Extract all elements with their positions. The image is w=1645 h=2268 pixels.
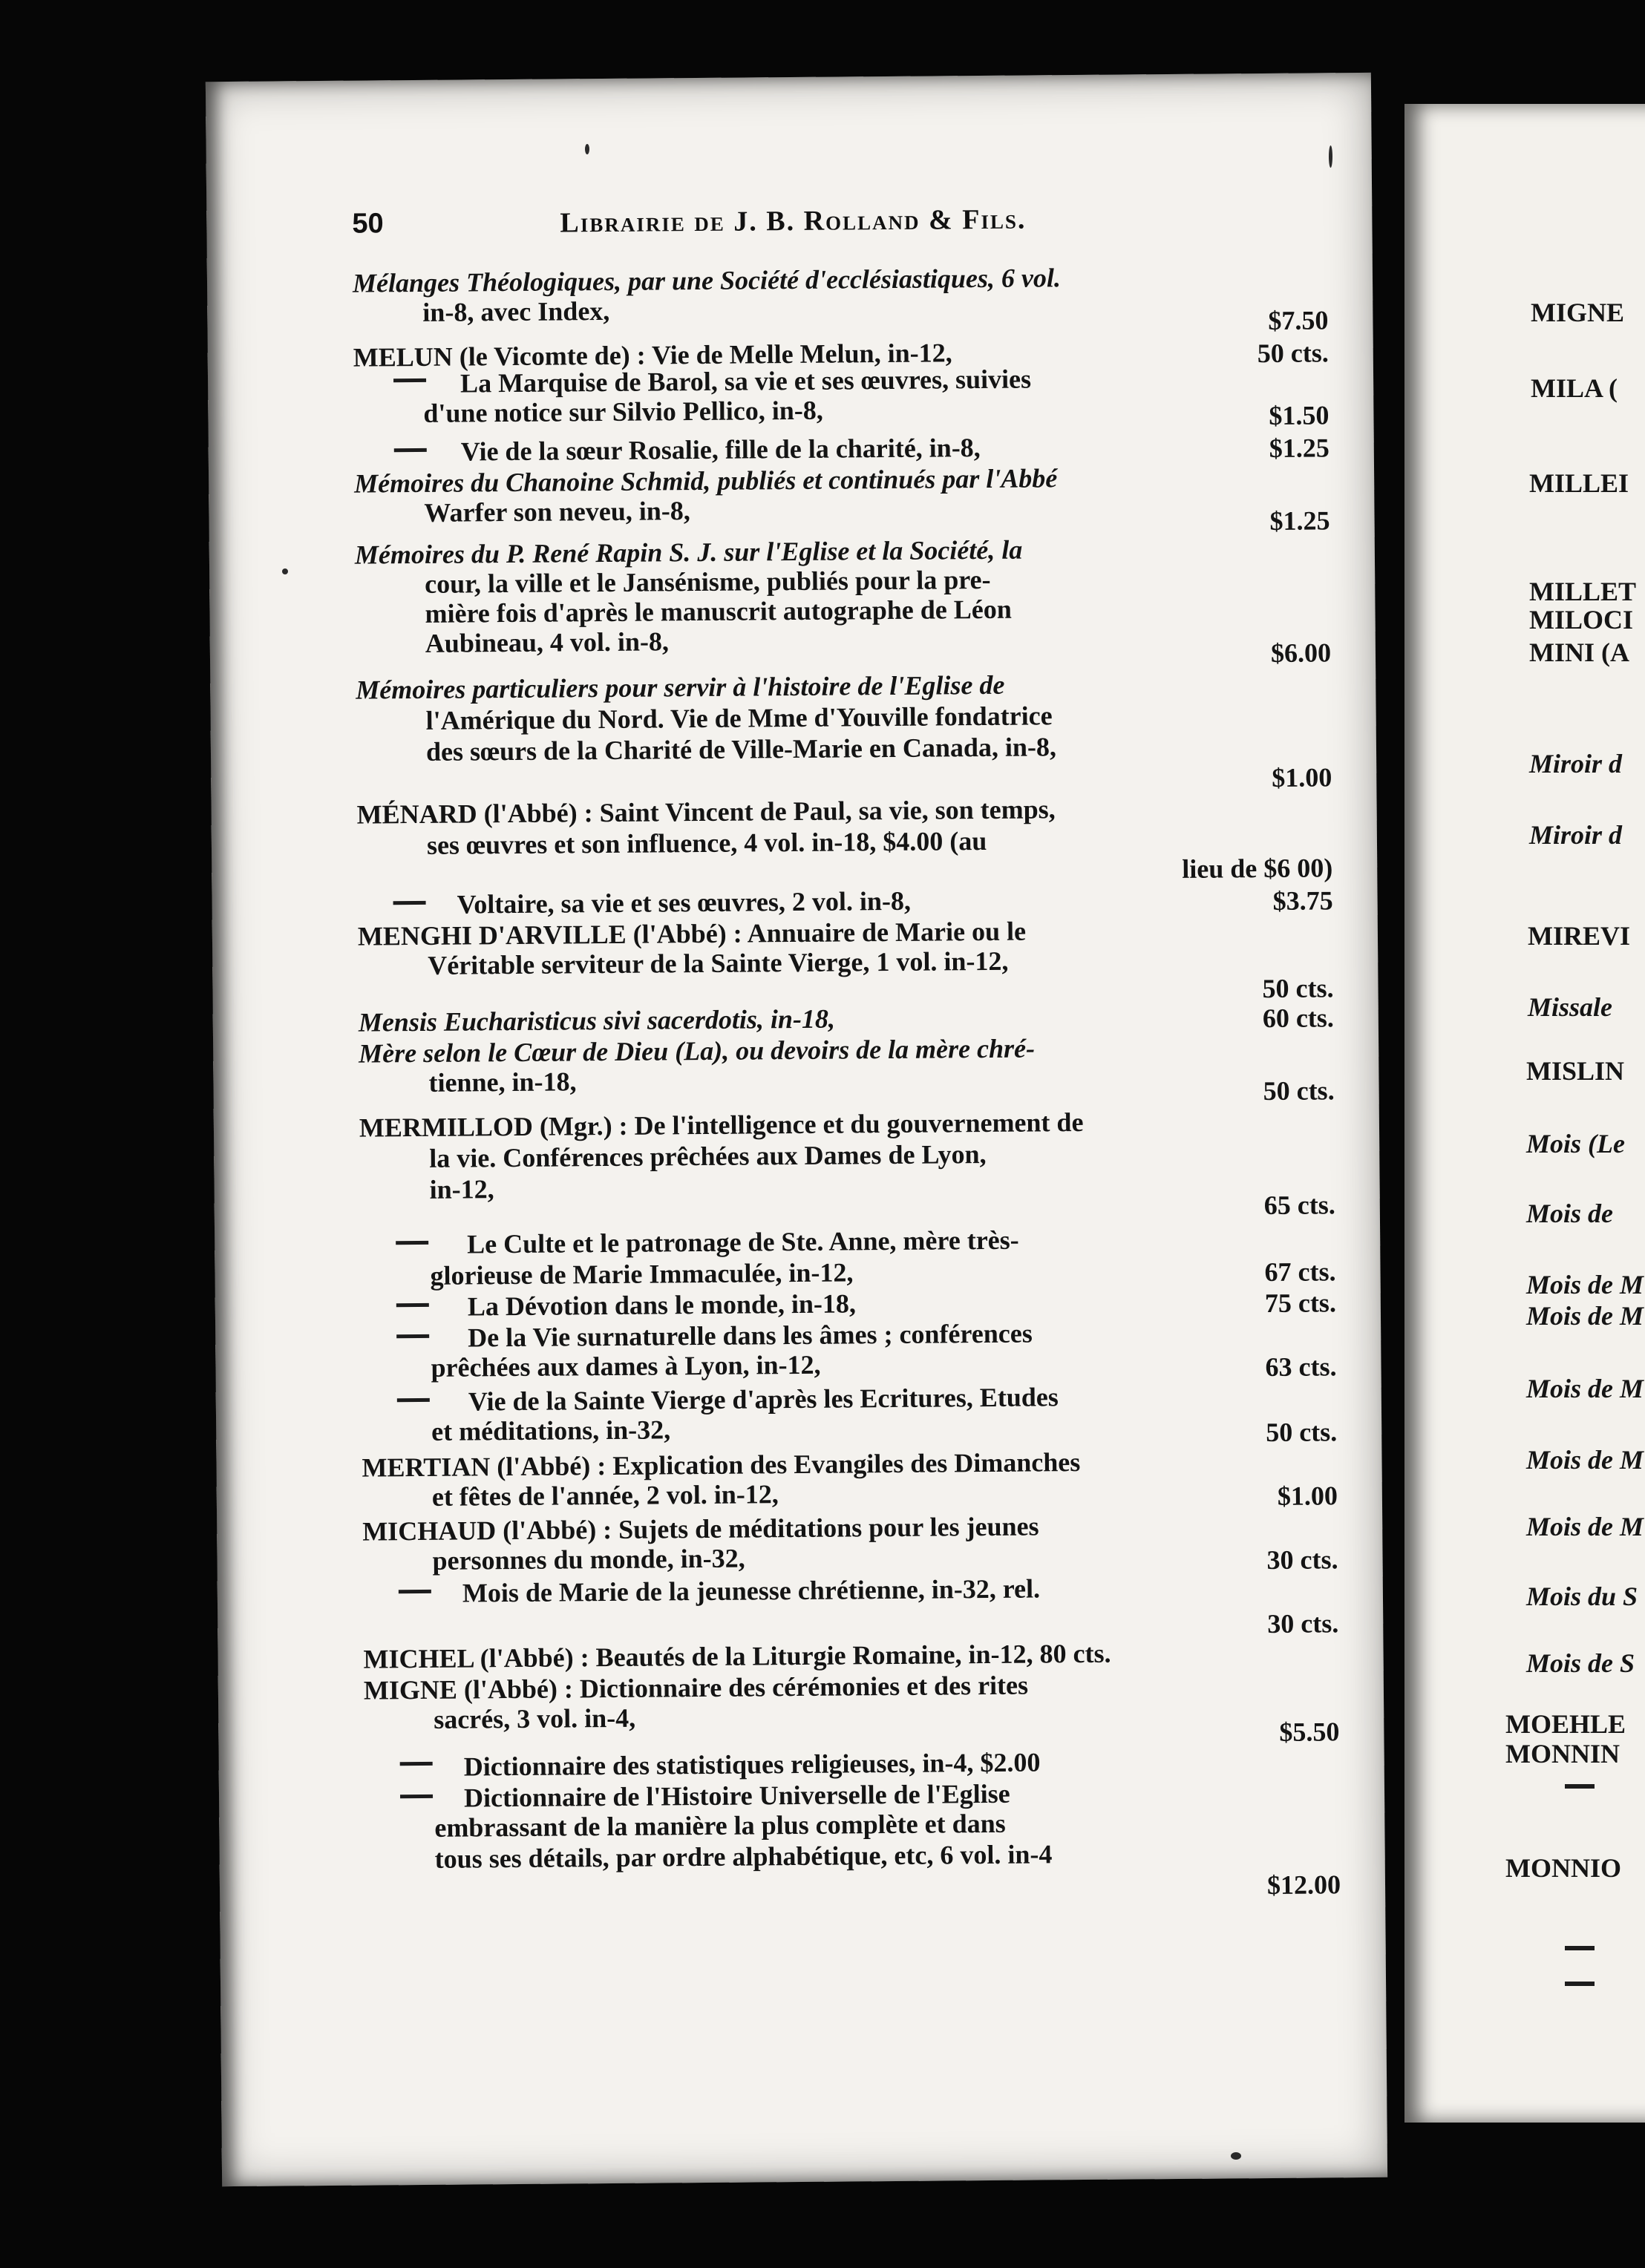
- fragment-line: MIGNE: [1531, 298, 1624, 327]
- entry-line: tienne, in-18,: [428, 1066, 577, 1098]
- entry-price: $1.00: [1277, 1481, 1338, 1511]
- entry-line: MICHEL (l'Abbé) : Beautés de la Liturgie Romaine, in-12, 80 cts.: [363, 1638, 1111, 1674]
- ditto-dash: [397, 1398, 430, 1402]
- entry-line: glorieuse de Marie Immaculée, in-12,: [430, 1257, 854, 1291]
- entry-line: et fêtes de l'année, 2 vol. in-12,: [431, 1479, 779, 1512]
- fragment-line: Mois de M: [1526, 1270, 1644, 1299]
- running-title: Librairie de J. B. Rolland & Fils.: [560, 203, 1027, 239]
- ditto-dash: [396, 1334, 429, 1338]
- entry-line: De la Vie surnaturelle dans les âmes ; conférences: [468, 1318, 1033, 1353]
- entry-line: la vie. Conférences prêchées aux Dames de Lyon,: [429, 1138, 987, 1173]
- entry-line: MERMILLOD (Mgr.) : De l'intelligence et du gouvernement de: [359, 1107, 1084, 1143]
- entry-line: Véritable serviteur de la Sainte Vierge, 1 vol. in-12,: [428, 945, 1009, 980]
- entry-price: $5.50: [1279, 1717, 1340, 1747]
- entry-price: $3.75: [1272, 885, 1333, 916]
- entry-price: 75 cts.: [1264, 1288, 1337, 1319]
- ditto-dash: [394, 448, 427, 452]
- next-page-edge: [1404, 104, 1645, 2123]
- entry-price: 63 cts.: [1265, 1351, 1337, 1383]
- entry-line: Le Culte et le patronage de Ste. Anne, mère très-: [467, 1225, 1019, 1259]
- fragment-line: MILA (: [1531, 373, 1618, 403]
- entry-line: embrassant de la manière la plus complète et dans: [434, 1808, 1006, 1843]
- entry-line: Mère selon le Cœur de Dieu (La), ou devoirs de la mère chré-: [359, 1033, 1036, 1069]
- entry-line: MELUN (le Vicomte de) : Vie de Melle Melun, in-12,: [353, 338, 952, 373]
- ditto-dash: [400, 1762, 433, 1766]
- fragment-line: MISLIN: [1526, 1056, 1625, 1086]
- entry-line: Dictionnaire de l'Histoire Universelle de l'Eglise: [463, 1778, 1010, 1813]
- fragment-line: MILLET: [1529, 577, 1637, 606]
- entry-line: l'Amérique du Nord. Vie de Mme d'Youville fondatrice: [425, 701, 1053, 735]
- ditto-dash: [393, 901, 426, 905]
- fragment-line: Mois de: [1526, 1199, 1613, 1228]
- entry-price: 50 cts.: [1266, 1417, 1338, 1448]
- fragment-line: MOEHLE: [1505, 1709, 1626, 1739]
- fragment-line: Mois de M: [1526, 1512, 1644, 1541]
- ditto-dash: [1565, 1946, 1595, 1950]
- entry-line: MENGHI D'ARVILLE (l'Abbé) : Annuaire de Marie ou le: [357, 916, 1027, 951]
- entry-price: 30 cts.: [1267, 1608, 1339, 1639]
- entry-price: lieu de $6 00): [1182, 853, 1333, 884]
- fragment-line: MONNIO: [1505, 1853, 1621, 1883]
- scan-speck: [1231, 2152, 1241, 2160]
- entry-price: $7.50: [1268, 305, 1329, 335]
- fragment-line: Mois de S: [1526, 1648, 1635, 1678]
- entry-line: ses œuvres et son influence, 4 vol. in-18, $4.00 (au: [426, 825, 987, 860]
- ditto-dash: [400, 1795, 433, 1798]
- entry-line: Warfer son neveu, in-8,: [424, 496, 690, 528]
- fragment-line: MINI (A: [1529, 638, 1629, 667]
- entry-line: MICHAUD (l'Abbé) : Sujets de méditations pour les jeunes: [362, 1511, 1039, 1547]
- entry-line: MIGNE (l'Abbé) : Dictionnaire des cérémonies et des rites: [363, 1670, 1029, 1705]
- entry-price: 65 cts.: [1263, 1190, 1335, 1221]
- ditto-dash: [393, 378, 426, 382]
- fragment-line: Missale: [1528, 992, 1613, 1022]
- entry-line: MÉNARD (l'Abbé) : Saint Vincent de Paul, sa vie, son temps,: [356, 794, 1056, 830]
- entry-line: et méditations, in-32,: [431, 1415, 671, 1446]
- entry-price: 30 cts.: [1266, 1544, 1338, 1576]
- entry-line: Vie de la sœur Rosalie, fille de la charité, in-8,: [460, 433, 981, 467]
- fragment-line: Mois de M: [1526, 1301, 1644, 1331]
- entry-line: d'une notice sur Silvio Pellico, in-8,: [423, 395, 823, 428]
- catalog-page: [206, 73, 1387, 2186]
- fragment-line: Mois de M: [1526, 1374, 1644, 1403]
- entry-price: 67 cts.: [1264, 1256, 1336, 1288]
- entry-line: sacrés, 3 vol. in-4,: [434, 1702, 636, 1734]
- fragment-line: MILOCI: [1529, 605, 1634, 635]
- entry-line: Aubineau, 4 vol. in-8,: [425, 626, 670, 658]
- entry-line: Dictionnaire des statistiques religieuses, in-4, $2.00: [463, 1747, 1041, 1782]
- entry-line: La Marquise de Barol, sa vie et ses œuvres, suivies: [460, 364, 1032, 399]
- fragment-line: Mois du S: [1526, 1582, 1638, 1611]
- fragment-line: MILLEI: [1529, 468, 1629, 498]
- entry-price: 50 cts.: [1262, 973, 1334, 1004]
- entry-line: personnes du monde, in-32,: [432, 1543, 745, 1576]
- entry-line: La Dévotion dans le monde, in-18,: [467, 1288, 857, 1322]
- entry-line: Mémoires particuliers pour servir à l'histoire de l'Eglise de: [356, 669, 1005, 705]
- scan-speck: [1329, 145, 1332, 168]
- page-number: 50: [352, 208, 384, 240]
- entry-line: in-8, avec Index,: [422, 295, 610, 327]
- entry-line: des sœurs de la Charité de Ville-Marie en Canada, in-8,: [425, 732, 1057, 767]
- entry-line: mière fois d'après le manuscrit autographe de Léon: [425, 594, 1012, 629]
- scan-speck: [585, 144, 589, 154]
- entry-price: $1.25: [1269, 505, 1330, 536]
- entry-line: Mélanges Théologiques, par une Société d'ecclésiastiques, 6 vol.: [352, 263, 1062, 298]
- entry-price: $12.00: [1266, 1869, 1341, 1901]
- entry-line: Mémoires du P. René Rapin S. J. sur l'Eglise et la Société, la: [354, 534, 1023, 570]
- entry-line: Mensis Eucharisticus sivi sacerdotis, in-18,: [358, 1003, 836, 1038]
- fragment-line: MONNIN: [1505, 1739, 1620, 1769]
- entry-price: 60 cts.: [1262, 1003, 1334, 1034]
- entry-line: tous ses détails, par ordre alphabétique, etc, 6 vol. in-4: [434, 1839, 1053, 1874]
- entry-price: $1.50: [1269, 400, 1330, 430]
- ditto-dash: [399, 1590, 431, 1593]
- entry-line: Voltaire, sa vie et ses œuvres, 2 vol. in-8,: [457, 885, 912, 920]
- entry-line: MERTIAN (l'Abbé) : Explication des Evangiles des Dimanches: [362, 1447, 1081, 1483]
- entry-price: $1.25: [1269, 433, 1330, 463]
- entry-price: $6.00: [1270, 638, 1332, 668]
- fragment-line: MIREVI: [1528, 921, 1631, 951]
- scan-speck: [282, 568, 288, 574]
- entry-price: 50 cts.: [1257, 338, 1329, 369]
- entry-line: cour, la ville et le Jansénisme, publiés pour la pre-: [425, 564, 991, 599]
- fragment-line: Miroir d: [1529, 820, 1623, 850]
- entry-line: Mois de Marie de la jeunesse chrétienne, in-32, rel.: [462, 1573, 1041, 1608]
- catalog-entries: [206, 73, 1387, 2186]
- ditto-dash: [396, 1303, 429, 1307]
- fragment-line: Miroir d: [1529, 749, 1623, 779]
- entry-line: Mémoires du Chanoine Schmid, publiés et continués par l'Abbé: [353, 463, 1058, 499]
- ditto-dash: [1565, 1784, 1595, 1789]
- fragment-line: Mois (Le: [1526, 1129, 1625, 1158]
- entry-price: 50 cts.: [1263, 1075, 1335, 1107]
- ditto-dash: [396, 1241, 428, 1245]
- fragment-line: Mois de M: [1526, 1445, 1644, 1475]
- ditto-dash: [1565, 1982, 1595, 1986]
- entry-line: Vie de la Sainte Vierge d'après les Ecritures, Etudes: [468, 1382, 1059, 1417]
- entry-line: in-12,: [429, 1174, 494, 1205]
- entry-price: $1.00: [1272, 762, 1332, 793]
- entry-line: prêchées aux dames à Lyon, in-12,: [431, 1349, 821, 1383]
